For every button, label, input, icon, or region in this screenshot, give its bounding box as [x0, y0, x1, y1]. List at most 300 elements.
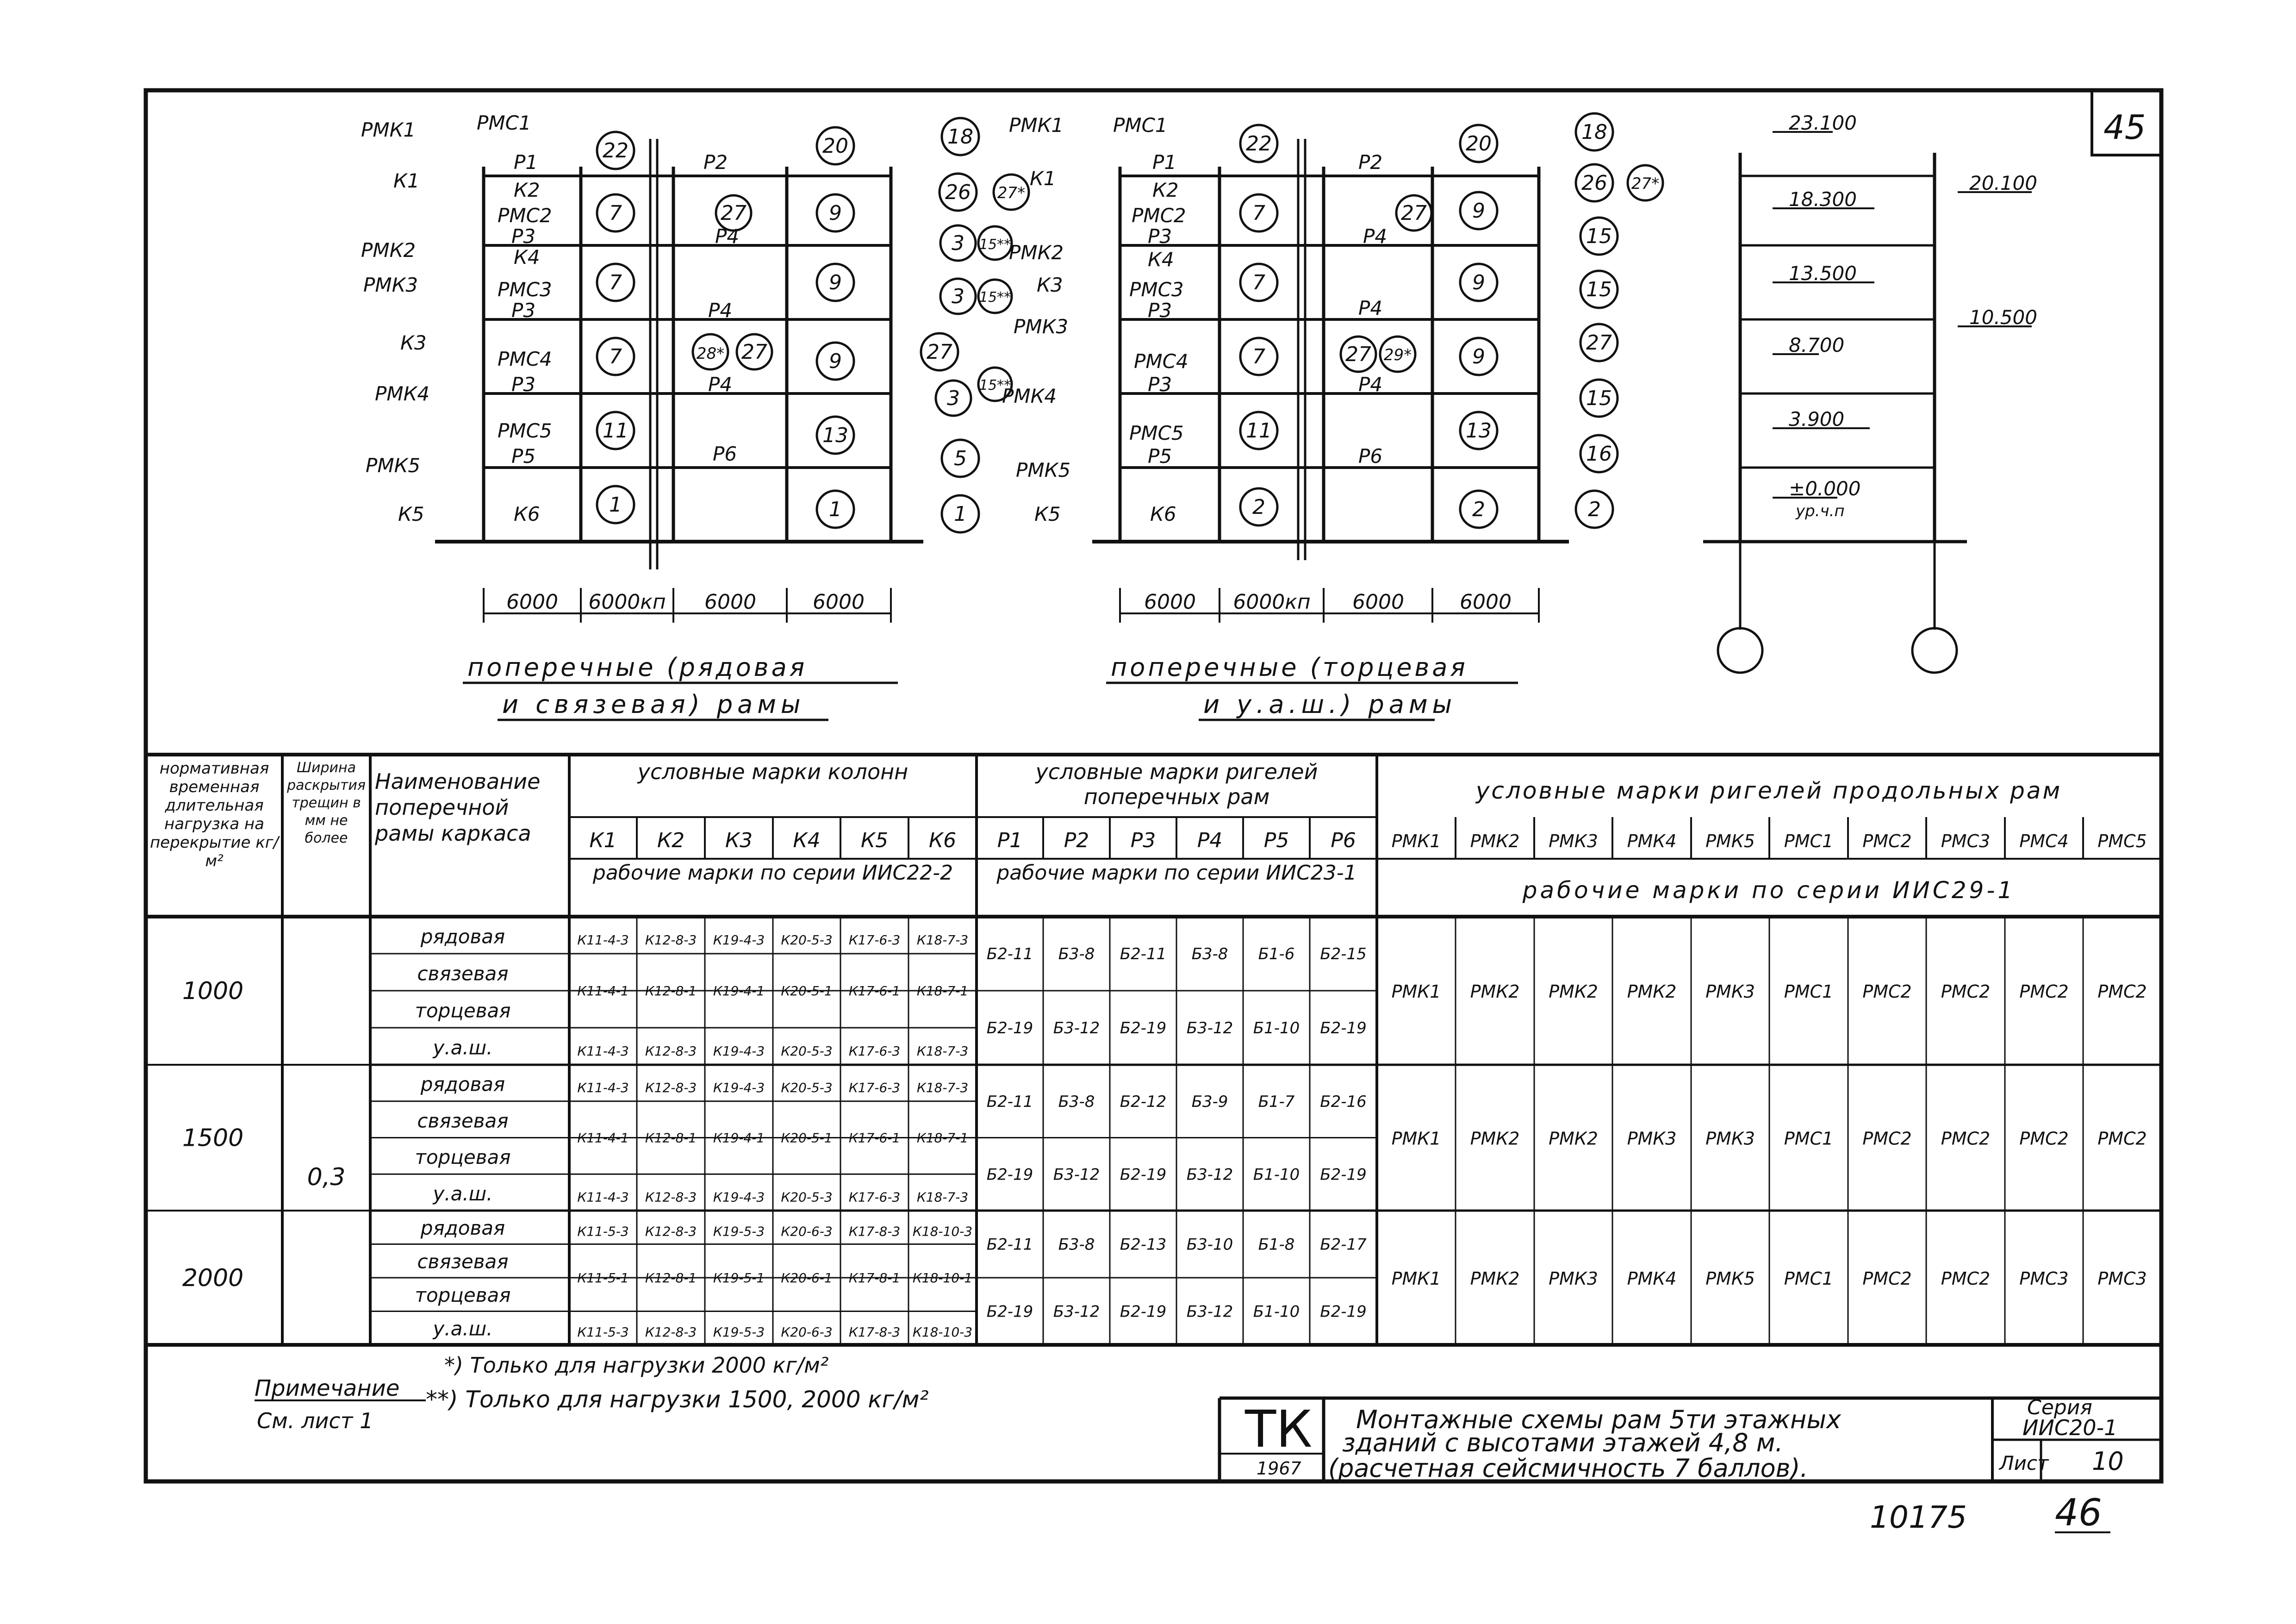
long-beam-working-mark: РМК5 — [1705, 1268, 1755, 1289]
beam-working-mark: Б3-12 — [1053, 1165, 1100, 1184]
column-working-mark: К18-7-1 — [916, 983, 969, 999]
column-working-mark: К18-7-3 — [916, 1189, 969, 1205]
beam-working-mark: Б1-8 — [1258, 1235, 1295, 1254]
column-working-mark: К20-5-3 — [781, 1043, 833, 1059]
svg-text:22: 22 — [603, 139, 628, 162]
svg-text:20: 20 — [1466, 132, 1492, 156]
section-levels — [1789, 112, 2037, 520]
svg-text:РМК4: РМК4 — [1002, 385, 1057, 407]
frame-left-title-1: поперечные (рядовая — [467, 653, 808, 682]
svg-text:18: 18 — [947, 125, 973, 149]
svg-text:Р4: Р4 — [715, 225, 740, 248]
svg-text:К2: К2 — [1152, 179, 1179, 201]
long-beam-working-mark: РМС1 — [1784, 1268, 1834, 1289]
column-working-mark: К12-8-3 — [645, 932, 697, 948]
column-working-mark: К18-7-3 — [916, 932, 969, 948]
svg-text:К4: К4 — [514, 246, 540, 269]
svg-text:27*: 27* — [997, 184, 1026, 202]
column-working-mark: К20-5-3 — [781, 1189, 833, 1205]
column-mark-header: К1 — [589, 829, 617, 852]
header-frame-name: Наименование поперечной рамы каркаса — [375, 769, 541, 846]
long-beam-working-mark: РМС1 — [1784, 1128, 1834, 1149]
beam-mark-header: Р5 — [1263, 829, 1289, 852]
column-working-mark: К20-5-3 — [781, 1080, 833, 1096]
svg-text:5: 5 — [954, 447, 967, 470]
beam-working-mark: Б3-12 — [1053, 1302, 1100, 1321]
long-beam-working-mark: РМК2 — [1470, 981, 1520, 1002]
svg-text:ур.ч.п: ур.ч.п — [1796, 502, 1845, 520]
long-beam-working-mark: РМС3 — [2097, 1268, 2147, 1289]
title-line-2: зданий с высотами этажей 4,8 м. — [1342, 1428, 1783, 1457]
column-working-mark: К17-8-3 — [848, 1224, 901, 1239]
column-working-mark: К12-8-3 — [645, 1043, 697, 1059]
beam-working-mark: Б2-19 — [1320, 1019, 1367, 1037]
long-beam-working-mark: РМС2 — [1862, 981, 1912, 1002]
beam-working-mark: Б2-11 — [1120, 945, 1167, 963]
beam-working-mark: Б2-11 — [986, 1092, 1033, 1111]
long-beam-working-mark: РМК2 — [1470, 1268, 1520, 1289]
long-beam-working-mark: РМК2 — [1549, 981, 1598, 1002]
column-mark-header: К5 — [860, 829, 889, 852]
long-beam-mark-header: РМС1 — [1784, 831, 1834, 851]
beam-working-mark: Б1-10 — [1253, 1302, 1300, 1321]
beam-working-mark: Б2-19 — [1320, 1302, 1367, 1321]
svg-text:РМС3: РМС3 — [498, 278, 552, 301]
frame-name: связевая — [417, 1250, 509, 1273]
column-working-mark: К12-8-1 — [645, 1270, 697, 1286]
long-beam-working-mark: РМК3 — [1705, 981, 1755, 1002]
svg-text:9: 9 — [1472, 271, 1485, 294]
svg-text:27: 27 — [721, 201, 747, 225]
long-beam-working-mark: РМК4 — [1627, 1268, 1677, 1289]
column-working-mark: К17-6-3 — [848, 932, 901, 948]
svg-text:Р3: Р3 — [511, 225, 536, 248]
frame-name: у.а.ш. — [433, 1036, 493, 1059]
svg-text:7: 7 — [609, 271, 622, 294]
svg-text:Р4: Р4 — [1358, 373, 1383, 396]
column-working-mark: К11-4-1 — [577, 983, 629, 999]
beam-working-mark: Б3-10 — [1186, 1235, 1233, 1254]
svg-text:15**: 15** — [979, 289, 1011, 306]
column-working-mark: К19-4-3 — [713, 1189, 765, 1205]
svg-text:Р5: Р5 — [1148, 445, 1172, 468]
svg-text:РМС4: РМС4 — [1134, 350, 1188, 373]
svg-text:18.300: 18.300 — [1789, 188, 1857, 211]
title-year: 1967 — [1257, 1458, 1301, 1479]
beam-working-mark: Б2-19 — [986, 1165, 1033, 1184]
svg-text:26: 26 — [1581, 171, 1607, 195]
svg-text:Р6: Р6 — [713, 443, 737, 465]
svg-text:6000: 6000 — [506, 590, 558, 614]
column-working-mark: К18-7-3 — [916, 1080, 969, 1096]
svg-text:РМС2: РМС2 — [1132, 204, 1186, 227]
svg-text:РМС2: РМС2 — [498, 204, 552, 227]
svg-text:2: 2 — [1252, 495, 1265, 519]
long-beam-working-mark: РМК3 — [1705, 1128, 1755, 1149]
svg-text:3: 3 — [952, 285, 964, 308]
svg-text:1: 1 — [954, 502, 967, 526]
header-columns-series: рабочие марки по серии ИИС22-2 — [592, 861, 953, 885]
header-long: условные марки ригелей продольных рам — [1475, 777, 2062, 804]
column-working-mark: К20-5-3 — [781, 932, 833, 948]
svg-text:18: 18 — [1581, 120, 1607, 144]
column-working-mark: К11-4-1 — [577, 1130, 629, 1146]
column-working-mark: К20-6-3 — [781, 1324, 833, 1340]
svg-text:РМК5: РМК5 — [1016, 459, 1071, 481]
svg-text:К6: К6 — [514, 503, 540, 525]
beam-working-mark: Б3-9 — [1191, 1092, 1228, 1111]
long-beam-mark-header: РМС2 — [1862, 831, 1912, 851]
svg-text:9: 9 — [829, 271, 842, 294]
long-beam-working-mark: РМС2 — [1941, 1128, 1991, 1149]
column-working-mark: К20-5-1 — [781, 1130, 833, 1146]
svg-text:26: 26 — [945, 181, 971, 204]
frame-name: связевая — [417, 962, 509, 985]
beam-working-mark: Б3-12 — [1053, 1019, 1100, 1037]
beam-working-mark: Б3-8 — [1058, 1092, 1095, 1111]
sheet-label: Лист — [1999, 1452, 2049, 1474]
svg-text:РМК3: РМК3 — [1014, 315, 1069, 338]
column-working-mark: К19-4-1 — [713, 983, 765, 999]
svg-text:27: 27 — [1345, 343, 1371, 366]
svg-text:РМС3: РМС3 — [1129, 278, 1184, 301]
column-working-mark: К11-5-1 — [577, 1270, 629, 1286]
svg-text:±0.000: ±0.000 — [1789, 477, 1861, 500]
long-beam-working-mark: РМК1 — [1391, 1268, 1441, 1289]
long-beam-working-mark: РМС2 — [2097, 1128, 2147, 1149]
beam-working-mark: Б2-19 — [1320, 1165, 1367, 1184]
beam-working-mark: Б2-16 — [1320, 1092, 1367, 1111]
svg-text:1: 1 — [609, 493, 622, 517]
frame-left-title-2: и связевая) рамы — [502, 690, 805, 719]
header-load: нормативная временная длительная нагрузка на перекрытие кг/м² — [149, 759, 279, 870]
svg-text:К4: К4 — [1148, 248, 1174, 271]
svg-text:9: 9 — [1472, 199, 1485, 223]
beam-working-mark: Б3-12 — [1186, 1302, 1233, 1321]
column-working-mark: К20-6-3 — [781, 1224, 833, 1239]
column-working-mark: К19-4-3 — [713, 1080, 765, 1096]
beam-mark-header: Р4 — [1197, 829, 1223, 852]
beam-working-mark: Б2-15 — [1320, 945, 1367, 963]
svg-text:6000кп: 6000кп — [588, 590, 666, 614]
svg-text:2: 2 — [1588, 498, 1601, 521]
column-working-mark: К19-4-3 — [713, 1043, 765, 1059]
column-working-mark: К19-5-3 — [713, 1324, 765, 1340]
long-beam-working-mark: РМС2 — [2019, 981, 2069, 1002]
svg-text:РМК1: РМК1 — [1009, 114, 1064, 137]
svg-text:Р4: Р4 — [708, 299, 733, 322]
svg-text:К2: К2 — [514, 179, 540, 201]
header-beams-series: рабочие марки по серии ИИС23-1 — [996, 861, 1357, 885]
frame-right-title-1: поперечные (торцевая — [1111, 653, 1468, 682]
sheet-number-bottom: 46 — [2055, 1491, 2102, 1534]
load-value: 1000 — [182, 977, 244, 1005]
column-working-mark: К18-10-3 — [912, 1324, 973, 1340]
svg-text:6000кп: 6000кп — [1233, 590, 1311, 614]
beam-working-mark: Б2-19 — [1120, 1019, 1167, 1037]
frame-name: рядовая — [420, 1073, 505, 1096]
column-working-mark: К19-5-3 — [713, 1224, 765, 1239]
note-2: **) Только для нагрузки 1500, 2000 кг/м² — [426, 1386, 929, 1413]
column-working-mark: К17-6-1 — [848, 983, 901, 999]
svg-text:6000: 6000 — [704, 590, 756, 614]
svg-text:РМС1: РМС1 — [477, 112, 531, 134]
column-working-mark: К12-8-3 — [645, 1189, 697, 1205]
beam-working-mark: Б3-8 — [1058, 1235, 1095, 1254]
svg-text:Р6: Р6 — [1358, 445, 1383, 468]
long-beam-working-mark: РМС3 — [2019, 1268, 2069, 1289]
long-beam-working-mark: РМС2 — [2097, 981, 2147, 1002]
beam-mark-header: Р6 — [1331, 829, 1356, 852]
svg-text:РМК5: РМК5 — [366, 454, 421, 477]
svg-text:27: 27 — [927, 340, 952, 364]
svg-text:23.100: 23.100 — [1789, 112, 1857, 134]
column-mark-header: К2 — [657, 829, 685, 852]
beam-working-mark: Б1-6 — [1258, 945, 1295, 963]
svg-text:1: 1 — [829, 498, 842, 521]
long-beam-working-mark: РМС2 — [1862, 1128, 1912, 1149]
svg-text:11: 11 — [1246, 419, 1272, 443]
svg-text:Р1: Р1 — [514, 151, 538, 174]
svg-text:27*: 27* — [1631, 175, 1660, 193]
column-working-mark: К11-5-3 — [577, 1324, 629, 1340]
column-working-mark: К18-7-1 — [916, 1130, 969, 1146]
svg-text:РМК2: РМК2 — [1009, 241, 1064, 264]
long-beam-working-mark: РМК1 — [1391, 1128, 1441, 1149]
long-beam-working-mark: РМС2 — [1941, 1268, 1991, 1289]
svg-text:Р3: Р3 — [1148, 373, 1172, 396]
svg-text:К6: К6 — [1150, 503, 1176, 525]
beam-working-mark: Б1-10 — [1253, 1019, 1300, 1037]
svg-text:Р4: Р4 — [1363, 225, 1388, 248]
svg-text:15: 15 — [1586, 387, 1612, 410]
beam-working-mark: Б2-19 — [986, 1019, 1033, 1037]
frame-right-spans — [1144, 590, 1512, 614]
svg-text:27: 27 — [1586, 331, 1612, 355]
column-working-mark: К17-6-3 — [848, 1080, 901, 1096]
frame-name: рядовая — [420, 925, 505, 948]
title-logo: ТК — [1245, 1399, 1313, 1459]
svg-text:15**: 15** — [979, 377, 1011, 394]
svg-text:15: 15 — [1586, 278, 1612, 301]
frame-name: торцевая — [415, 999, 511, 1022]
svg-text:Р4: Р4 — [708, 373, 733, 396]
long-beam-mark-header: РМК2 — [1470, 831, 1520, 851]
svg-text:9: 9 — [829, 350, 842, 373]
header-columns: условные марки колонн — [637, 759, 908, 784]
svg-text:20.100: 20.100 — [1969, 172, 2037, 194]
column-working-mark: К11-4-3 — [577, 932, 629, 948]
svg-text:Р3: Р3 — [1148, 299, 1172, 322]
svg-text:7: 7 — [1252, 271, 1265, 294]
header-beams: условные марки ригелей поперечных рам — [1035, 759, 1318, 809]
sheet-number-top: 45 — [2103, 108, 2146, 147]
column-working-mark: К12-8-3 — [645, 1324, 697, 1340]
svg-text:Р3: Р3 — [1148, 225, 1172, 248]
column-working-mark: К12-8-3 — [645, 1224, 697, 1239]
svg-text:29*: 29* — [1383, 346, 1412, 364]
long-beam-working-mark: РМС1 — [1784, 981, 1834, 1002]
frame-name: торцевая — [415, 1284, 511, 1307]
column-mark-header: К4 — [793, 829, 821, 852]
svg-text:13: 13 — [822, 424, 848, 447]
beam-working-mark: Б2-11 — [986, 945, 1033, 963]
column-working-mark: К11-4-3 — [577, 1080, 629, 1096]
notes — [255, 1353, 929, 1433]
long-beam-working-mark: РМК1 — [1391, 981, 1441, 1002]
beam-mark-header: Р1 — [997, 829, 1023, 852]
column-working-mark: К11-4-3 — [577, 1043, 629, 1059]
long-beam-mark-header: РМС5 — [2097, 831, 2147, 851]
svg-text:7: 7 — [1252, 201, 1265, 225]
svg-text:2: 2 — [1472, 498, 1485, 521]
title-line-1: Монтажные схемы рам 5ти этажных — [1356, 1405, 1841, 1434]
svg-text:РМК2: РМК2 — [361, 239, 416, 262]
beam-working-mark: Б2-13 — [1120, 1235, 1167, 1254]
long-beam-working-mark: РМК2 — [1470, 1128, 1520, 1149]
column-working-mark: К19-4-1 — [713, 1130, 765, 1146]
svg-text:Р4: Р4 — [1358, 297, 1383, 319]
svg-text:Р1: Р1 — [1152, 151, 1177, 174]
beam-working-mark: Б2-17 — [1320, 1235, 1367, 1254]
svg-text:15: 15 — [1586, 225, 1612, 248]
long-beam-mark-header: РМС4 — [2019, 831, 2069, 851]
svg-text:К5: К5 — [398, 503, 424, 525]
header-crack: Ширина раскрытия трещин в мм не более — [287, 760, 366, 846]
svg-text:Р5: Р5 — [511, 445, 536, 468]
svg-text:7: 7 — [609, 345, 622, 369]
notes-label: Примечание — [255, 1375, 400, 1401]
svg-text:РМК4: РМК4 — [375, 382, 430, 405]
svg-text:28*: 28* — [696, 344, 725, 363]
notes-ref: См. лист 1 — [257, 1408, 373, 1433]
svg-text:20: 20 — [822, 134, 848, 158]
column-working-mark: К18-10-3 — [912, 1224, 973, 1239]
load-value: 2000 — [182, 1264, 244, 1292]
svg-text:К5: К5 — [1034, 503, 1061, 525]
svg-text:РМК1: РМК1 — [361, 119, 416, 141]
archive-number: 10175 — [1870, 1499, 1967, 1535]
beam-working-mark: Б1-7 — [1258, 1092, 1295, 1111]
beam-mark-header: Р3 — [1130, 829, 1156, 852]
svg-text:РМС1: РМС1 — [1113, 114, 1168, 137]
beam-working-mark: Б2-19 — [986, 1302, 1033, 1321]
beam-working-mark: Б3-8 — [1191, 945, 1228, 963]
sheet-value: 10 — [2092, 1447, 2124, 1476]
svg-text:27: 27 — [1401, 201, 1427, 225]
long-beam-working-mark: РМК2 — [1549, 1128, 1598, 1149]
frame-left-circle-labels — [603, 125, 1025, 526]
long-beam-mark-header: РМК1 — [1391, 831, 1441, 851]
frame-left-spans — [506, 590, 865, 614]
svg-text:3: 3 — [947, 387, 960, 410]
beam-working-mark: Б1-10 — [1253, 1165, 1300, 1184]
svg-text:Р3: Р3 — [511, 299, 536, 322]
long-beam-mark-header: РМК3 — [1549, 831, 1598, 851]
svg-text:3: 3 — [952, 231, 964, 255]
svg-text:8.700: 8.700 — [1789, 334, 1845, 356]
long-beam-mark-header: РМК4 — [1627, 831, 1677, 851]
column-working-mark: К20-6-1 — [781, 1270, 833, 1286]
series-label: Серия — [2027, 1396, 2092, 1419]
frame-name: торцевая — [415, 1146, 511, 1169]
svg-text:РМС5: РМС5 — [498, 419, 552, 442]
long-beam-working-mark: РМК2 — [1627, 981, 1677, 1002]
column-working-mark: К18-10-1 — [912, 1270, 973, 1286]
column-mark-header: К3 — [725, 829, 753, 852]
column-working-mark: К12-8-3 — [645, 1080, 697, 1096]
svg-text:6000: 6000 — [1460, 590, 1512, 614]
svg-text:15**: 15** — [979, 237, 1011, 253]
svg-text:Р2: Р2 — [703, 151, 728, 174]
frame-name: у.а.ш. — [433, 1182, 493, 1205]
svg-text:9: 9 — [829, 201, 842, 225]
long-beam-working-mark: РМС2 — [1941, 981, 1991, 1002]
crack-width-value: 0,3 — [307, 1163, 346, 1191]
long-beam-working-mark: РМС2 — [1862, 1268, 1912, 1289]
column-working-mark: К17-6-3 — [848, 1189, 901, 1205]
column-working-mark: К17-8-1 — [848, 1270, 901, 1286]
svg-text:22: 22 — [1246, 132, 1272, 156]
svg-text:К3: К3 — [400, 331, 427, 354]
column-working-mark: К18-7-3 — [916, 1043, 969, 1059]
column-working-mark: К12-8-1 — [645, 1130, 697, 1146]
svg-text:К3: К3 — [1037, 274, 1063, 296]
frame-name: связевая — [417, 1109, 509, 1132]
svg-text:6000: 6000 — [1352, 590, 1404, 614]
column-working-mark: К11-4-3 — [577, 1189, 629, 1205]
svg-text:7: 7 — [609, 201, 622, 225]
header-long-series: рабочие марки по серии ИИС29-1 — [1522, 877, 2016, 904]
beam-working-mark: Б2-19 — [1120, 1302, 1167, 1321]
column-working-mark: К17-6-3 — [848, 1043, 901, 1059]
frame-name: у.а.ш. — [433, 1317, 493, 1340]
title-line-3: (расчетная сейсмичность 7 баллов). — [1328, 1454, 1808, 1483]
long-beam-mark-header: РМК5 — [1705, 831, 1755, 851]
svg-text:13: 13 — [1466, 419, 1492, 443]
column-working-mark: К17-6-1 — [848, 1130, 901, 1146]
beam-mark-header: Р2 — [1064, 829, 1089, 852]
beam-working-mark: Б3-12 — [1186, 1019, 1233, 1037]
column-working-mark: К17-8-3 — [848, 1324, 901, 1340]
svg-text:9: 9 — [1472, 345, 1485, 369]
svg-text:16: 16 — [1586, 442, 1612, 466]
svg-text:13.500: 13.500 — [1789, 262, 1857, 285]
svg-text:РМС5: РМС5 — [1129, 422, 1184, 444]
svg-text:РМК3: РМК3 — [363, 274, 418, 296]
load-value: 1500 — [182, 1124, 244, 1152]
note-1: *) Только для нагрузки 2000 кг/м² — [444, 1353, 829, 1378]
beam-working-mark: Б3-12 — [1186, 1165, 1233, 1184]
long-beam-working-mark: РМК3 — [1627, 1128, 1677, 1149]
svg-text:К1: К1 — [393, 169, 420, 192]
svg-text:27: 27 — [741, 340, 767, 364]
svg-text:3.900: 3.900 — [1789, 408, 1845, 431]
svg-text:11: 11 — [603, 419, 628, 443]
beam-working-mark: Б2-19 — [1120, 1165, 1167, 1184]
series-value: ИИС20-1 — [2022, 1415, 2118, 1440]
long-beam-working-mark: РМК3 — [1549, 1268, 1598, 1289]
column-working-mark: К19-5-1 — [713, 1270, 765, 1286]
beam-working-mark: Б2-12 — [1120, 1092, 1167, 1111]
svg-text:Р2: Р2 — [1358, 151, 1383, 174]
long-beam-working-mark: РМС2 — [2019, 1128, 2069, 1149]
long-beam-mark-header: РМС3 — [1941, 831, 1991, 851]
section-diagram — [1703, 132, 2032, 673]
beam-working-mark: Б3-8 — [1058, 945, 1095, 963]
frame-right-title-2: и у.а.ш.) рамы — [1203, 690, 1457, 719]
svg-text:7: 7 — [1252, 345, 1265, 369]
